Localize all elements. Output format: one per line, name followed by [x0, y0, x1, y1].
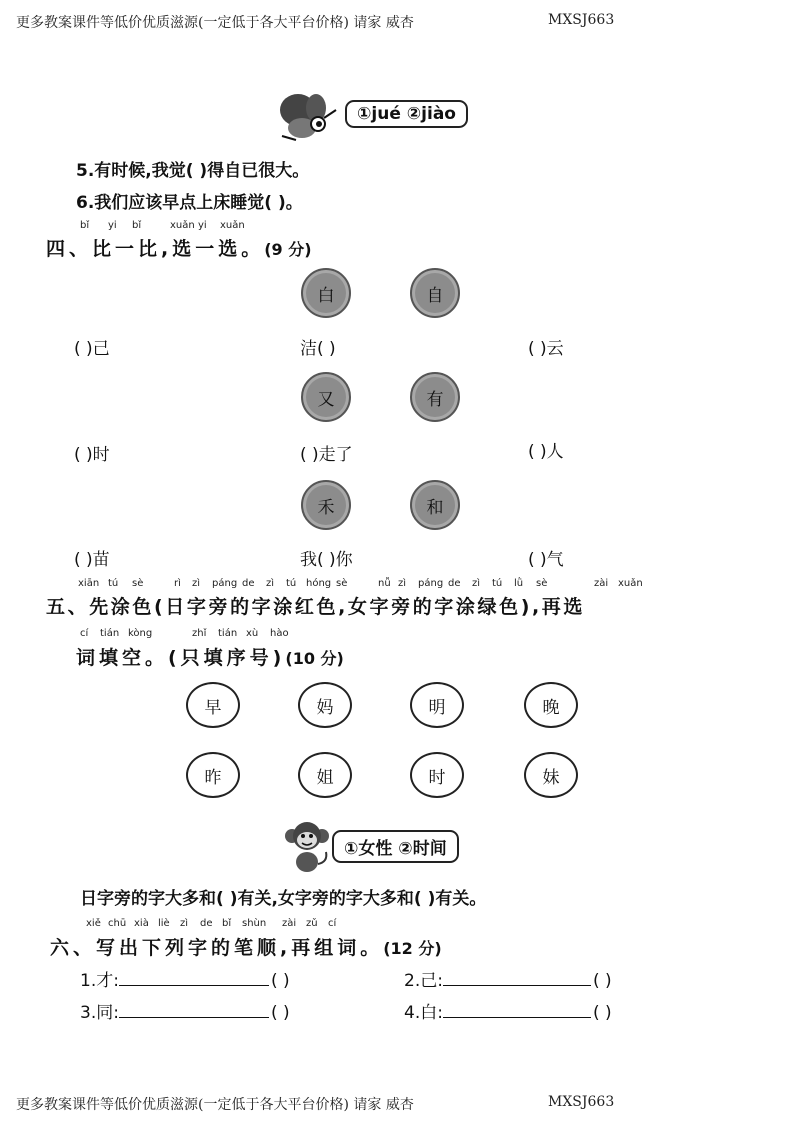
- char-oval-shi[interactable]: 时: [410, 752, 464, 798]
- stroke-blank-2[interactable]: [443, 971, 591, 986]
- footer-text: 更多教案课件等低价优质滋源(一定低于各大平台价格) 请家 威杏: [16, 1097, 414, 1113]
- fill-yun: ( )云: [528, 339, 564, 359]
- char-flower-you2: 有: [410, 372, 460, 422]
- char-oval-zuo[interactable]: 昨: [186, 752, 240, 798]
- stroke-item-1: 1.才: ( ): [80, 971, 290, 991]
- char-oval-ma[interactable]: 妈: [298, 682, 352, 728]
- fill-zoule: ( )走了: [300, 445, 353, 465]
- char-flower-he2: 和: [410, 480, 460, 530]
- char-flower-you1: 又: [301, 372, 351, 422]
- section6-pinyin: xiě chū xià liè zì de bǐ shùn zài zǔ cí: [86, 918, 337, 929]
- section5-pinyin-line1: xiān tú sè rì zì páng de zì tú hóng sè nǚ zì páng de zì tú lǜ sè zài xuǎn: [78, 578, 643, 589]
- char-oval-ming[interactable]: 明: [410, 682, 464, 728]
- question-5: 5.有时候,我觉( )得自已很大。: [76, 161, 310, 181]
- fill-jie: 洁( ): [300, 339, 336, 359]
- stroke-item-2: 2.己: ( ): [404, 971, 612, 991]
- char-flower-bai: 白: [301, 268, 351, 318]
- stroke-blank-4[interactable]: [443, 1003, 591, 1018]
- fill-ji: ( )己: [74, 339, 110, 359]
- char-oval-zao[interactable]: 早: [186, 682, 240, 728]
- header-code: MXSJ663: [548, 12, 615, 28]
- category-options-badge: ①女性 ②时间: [332, 830, 459, 863]
- fill-woni: 我( )你: [300, 550, 353, 570]
- fill-sentence: 日字旁的字大多和( )有关,女字旁的字大多和( )有关。: [80, 889, 487, 909]
- section4-pinyin: bǐ yi bǐ xuǎn yi xuǎn: [80, 220, 245, 231]
- section6-title: 六、写出下列字的笔顺,再组词。(12 分): [50, 937, 442, 959]
- section5-title-line2: 词填空。(只填序号)(10 分): [76, 647, 344, 669]
- bug-icon: [272, 88, 340, 144]
- stroke-blank-1[interactable]: [119, 971, 269, 986]
- char-oval-wan[interactable]: 晚: [524, 682, 578, 728]
- section5-title-line1: 五、先涂色(日字旁的字涂红色,女字旁的字涂绿色),再选: [46, 596, 586, 618]
- monkey-icon: [282, 818, 332, 874]
- char-oval-mei[interactable]: 妹: [524, 752, 578, 798]
- stroke-blank-3[interactable]: [119, 1003, 269, 1018]
- fill-shi: ( )时: [74, 445, 110, 465]
- stroke-item-4: 4.白: ( ): [404, 1003, 612, 1023]
- section4-title: 四、比一比,选一选。(9 分): [46, 238, 312, 260]
- header-text: 更多教案课件等低价优质滋源(一定低于各大平台价格) 请家 威杏: [16, 15, 414, 31]
- char-oval-jie[interactable]: 姐: [298, 752, 352, 798]
- pronunciation-options-badge: ①jué ②jiào: [345, 100, 468, 128]
- char-flower-he1: 禾: [301, 480, 351, 530]
- footer-code: MXSJ663: [548, 1094, 615, 1110]
- fill-qi: ( )气: [528, 550, 564, 570]
- fill-ren: ( )人: [528, 442, 564, 462]
- fill-miao: ( )苗: [74, 550, 110, 570]
- stroke-item-3: 3.同: ( ): [80, 1003, 290, 1023]
- question-6: 6.我们应该早点上床睡觉( )。: [76, 193, 303, 213]
- char-flower-zi: 自: [410, 268, 460, 318]
- section5-pinyin-line2: cí tián kòng zhǐ tián xù hào: [80, 628, 289, 639]
